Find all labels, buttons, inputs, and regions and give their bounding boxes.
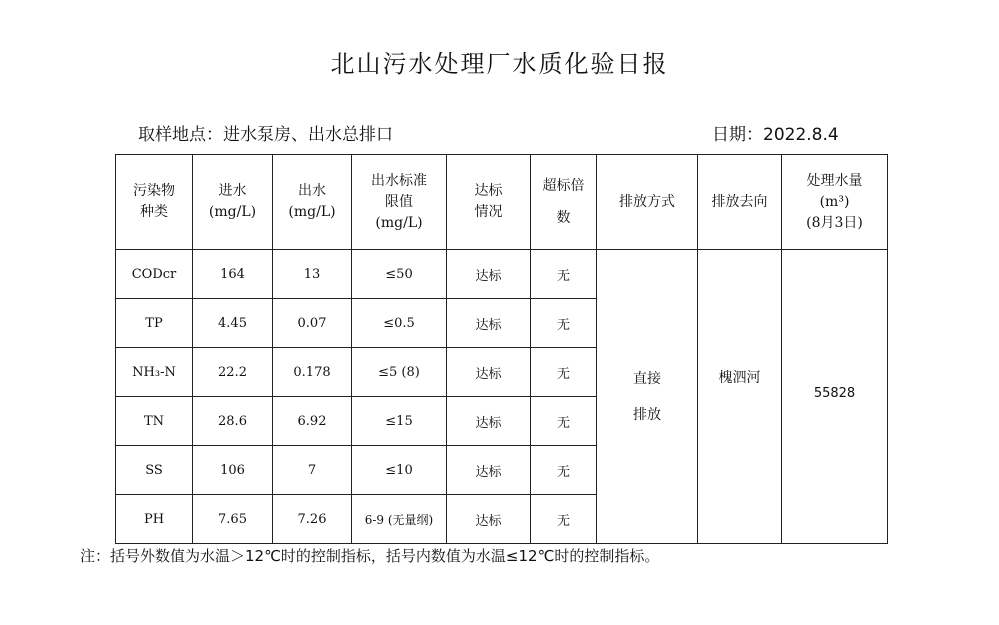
header-pollutant: 污染物 种类 — [116, 155, 193, 250]
outflow-cell: 0.178 — [273, 348, 352, 397]
header-discharge-method: 排放方式 — [597, 155, 698, 250]
inflow-cell: 7.65 — [193, 495, 273, 544]
inflow-cell: 28.6 — [193, 397, 273, 446]
status-cell: 达标 — [447, 250, 531, 299]
limit-cell: 6-9 (无量纲) — [352, 495, 447, 544]
report-date: 日期：2022.8.4 — [712, 125, 839, 145]
outflow-cell: 6.92 — [273, 397, 352, 446]
pollutant-cell: TP — [116, 299, 193, 348]
pollutant-cell: NH₃-N — [116, 348, 193, 397]
outflow-cell: 7 — [273, 446, 352, 495]
discharge-destination-cell: 槐泗河 — [698, 250, 782, 544]
outflow-cell: 7.26 — [273, 495, 352, 544]
exceed-cell: 无 — [531, 446, 597, 495]
header-inflow: 进水 (mg/L) — [193, 155, 273, 250]
header-outflow: 出水 (mg/L) — [273, 155, 352, 250]
status-cell: 达标 — [447, 446, 531, 495]
exceed-cell: 无 — [531, 299, 597, 348]
limit-cell: ≤0.5 — [352, 299, 447, 348]
exceed-cell: 无 — [531, 348, 597, 397]
header-row — [116, 155, 888, 250]
header-discharge-destination: 排放去向 — [698, 155, 782, 250]
inflow-cell: 4.45 — [193, 299, 273, 348]
exceed-cell: 无 — [531, 495, 597, 544]
header-exceed: 超标倍 数 — [531, 155, 597, 250]
exceed-cell: 无 — [531, 397, 597, 446]
inflow-cell: 106 — [193, 446, 273, 495]
table-row — [116, 250, 888, 299]
exceed-cell: 无 — [531, 250, 597, 299]
pollutant-cell: TN — [116, 397, 193, 446]
pollutant-cell: PH — [116, 495, 193, 544]
status-cell: 达标 — [447, 299, 531, 348]
limit-cell: ≤50 — [352, 250, 447, 299]
footnote: 注：括号外数值为水温＞12℃时的控制指标，括号内数值为水温≤12℃时的控制指标。 — [80, 547, 660, 565]
header-treated-volume: 处理水量 (m³) (8月3日) — [782, 155, 888, 250]
header-limit: 出水标准 限值 (mg/L) — [352, 155, 447, 250]
outflow-cell: 0.07 — [273, 299, 352, 348]
header-status: 达标 情况 — [447, 155, 531, 250]
pollutant-cell: SS — [116, 446, 193, 495]
sampling-location: 取样地点：进水泵房、出水总排口 — [138, 125, 393, 145]
water-quality-table — [115, 154, 888, 544]
status-cell: 达标 — [447, 397, 531, 446]
status-cell: 达标 — [447, 495, 531, 544]
discharge-method-cell: 直接 排放 — [597, 250, 698, 544]
limit-cell: ≤5 (8) — [352, 348, 447, 397]
outflow-cell: 13 — [273, 250, 352, 299]
status-cell: 达标 — [447, 348, 531, 397]
limit-cell: ≤10 — [352, 446, 447, 495]
treated-volume-cell: 55828 — [782, 250, 888, 544]
pollutant-cell: CODcr — [116, 250, 193, 299]
inflow-cell: 22.2 — [193, 348, 273, 397]
limit-cell: ≤15 — [352, 397, 447, 446]
report-title: 北山污水处理厂水质化验日报 — [330, 50, 669, 78]
inflow-cell: 164 — [193, 250, 273, 299]
